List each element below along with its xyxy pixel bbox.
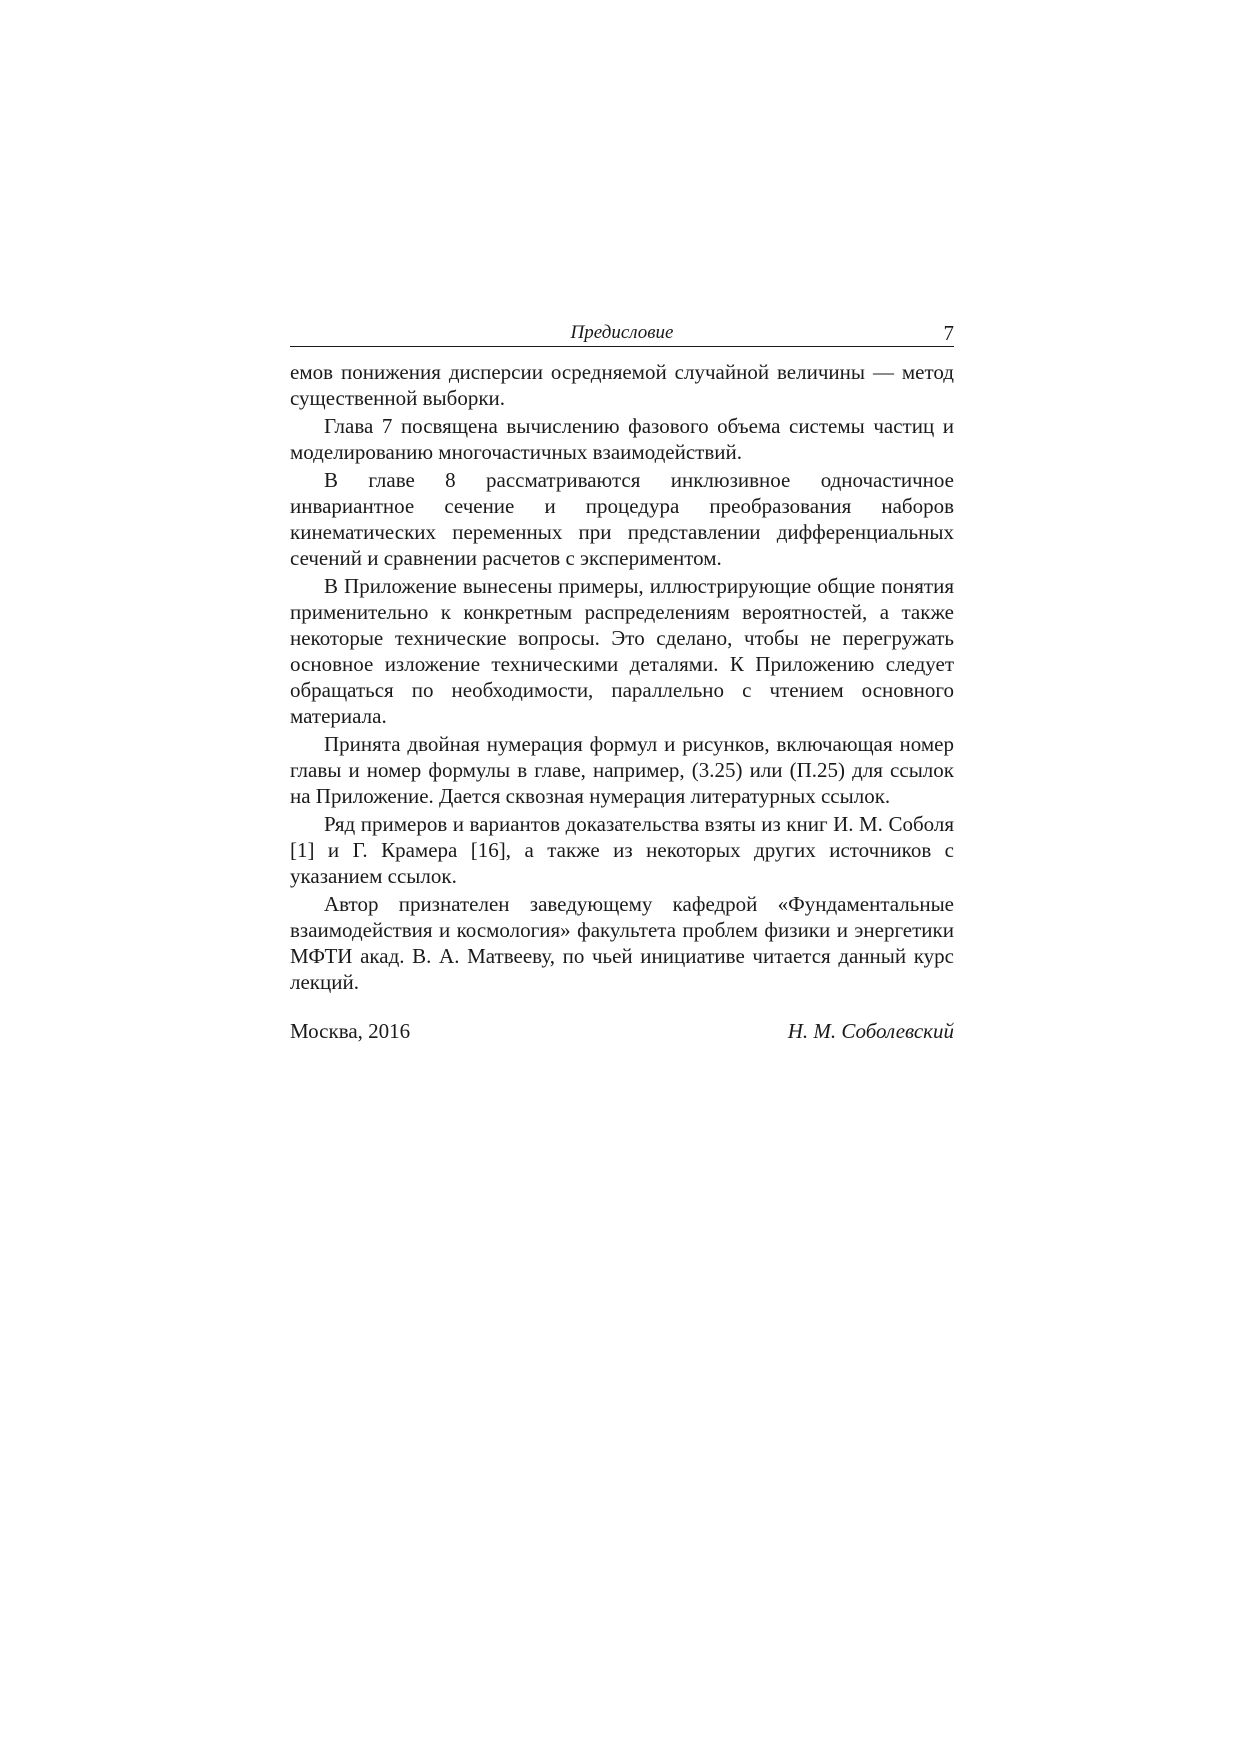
body-text [290,359,954,995]
page-number: 7 [943,321,954,345]
place-and-date: Москва, 2016 [290,1019,411,1043]
running-head [290,320,954,347]
paragraph-chapter-8: В главе 8 рассматриваются инклюзивное одночастичное инвариантное сечение и процедура преобразования наборов кинематических переменных при представлении дифференциальных сечений и сравнении расчетов с экспериментом. [290,468,954,570]
signature-line [290,1017,954,1045]
paragraph-chapter-7: Глава 7 посвящена вычислению фазового объема системы частиц и моделированию многочастичных взаимодействий. [290,414,954,464]
paragraph-sources: Ряд примеров и вариантов доказательства взяты из книг И. М. Соболя [1] и Г. Крамера [16], а также из некоторых других источников с указанием ссылок. [290,812,954,888]
paragraph-continued: емов понижения дисперсии осредняемой случайной величины — метод существенной выборки. [290,360,954,410]
running-head-title: Предисловие [570,322,674,343]
book-page [290,320,954,1045]
paragraph-numbering: Принята двойная нумерация формул и рисунков, включающая номер главы и номер формулы в главе, например, (3.25) или (П.25) для ссылок на Приложение. Дается сквозная нумерация литературных ссылок. [290,732,954,808]
paragraph-appendix: В Приложение вынесены примеры, иллюстрирующие общие понятия применительно к конкретным распределениям вероятностей, а также некоторые технические вопросы. Это сделано, чтобы не перегружать основное изложение техническими деталями. К Приложению следует обращаться по необходимости, параллельно с чтением основного материала. [290,574,954,728]
paragraph-acknowledgement: Автор признателен заведующему кафедрой «Фундаментальные взаимодействия и космология» факультета проблем физики и энергетики МФТИ акад. В. А. Матвееву, по чьей инициативе читается данный курс лекций. [290,892,954,994]
author-name: Н. М. Соболевский [787,1019,954,1043]
